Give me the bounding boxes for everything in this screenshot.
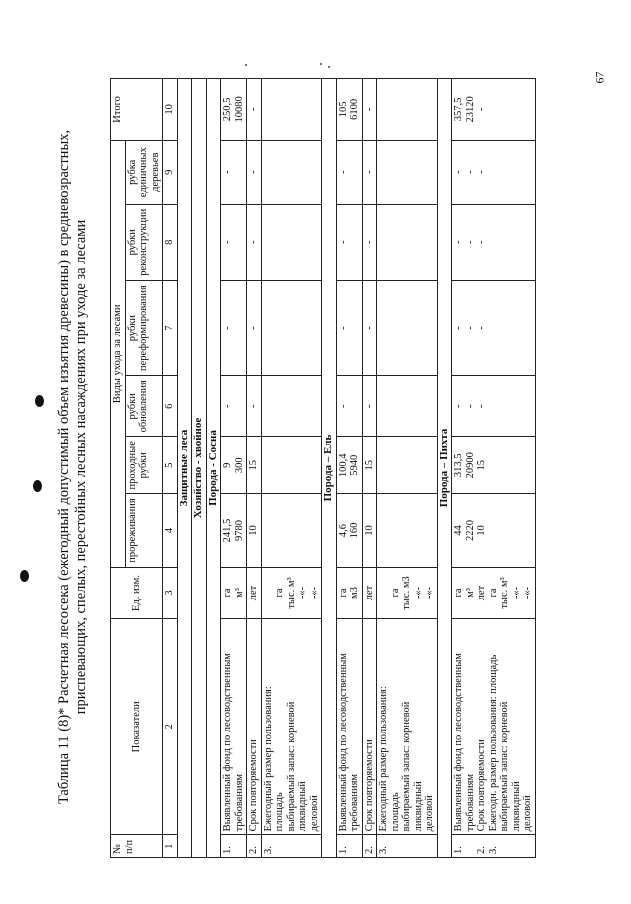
cell-n: 2. xyxy=(362,835,377,858)
column-number: 4 xyxy=(163,494,178,568)
cell-c9: - xyxy=(336,140,362,204)
cell-c5: 15 xyxy=(247,437,262,494)
header-types: Виды ухода за лесами xyxy=(111,140,126,567)
header-total: Итого xyxy=(111,79,163,141)
cell-unit: га м³ лет га тыс. м³ -«- -«- xyxy=(452,567,536,618)
cell-name: Выявленный фонд по лесоводственным требованиям xyxy=(336,619,362,835)
cell-n: 3. xyxy=(377,835,438,858)
cell-unit: лет xyxy=(362,567,377,618)
header-single: рубка единичных деревьев xyxy=(125,140,163,204)
species-header: Порода - Сосна xyxy=(206,79,221,858)
cell-c7 xyxy=(377,280,438,375)
column-number: 8 xyxy=(163,204,178,280)
column-number: 10 xyxy=(163,79,178,141)
cell-c6: - xyxy=(247,376,262,437)
cell-c7: - xyxy=(362,280,377,375)
column-number: 1 xyxy=(163,835,178,858)
cell-c9: - - - xyxy=(452,140,536,204)
punch-hole-dot xyxy=(33,480,42,492)
cell-c8: - - - xyxy=(452,204,536,280)
section-farm: Хозяйство - хвойное xyxy=(192,79,207,858)
table-row xyxy=(377,79,438,858)
cell-c10: 357,5 23120 - xyxy=(452,79,536,141)
caption-line-1: Таблица 11 (8)* Расчетная лесосека (ежегодный допустимый объем изъятия древесины) в средневозрастных, xyxy=(56,129,72,805)
cell-c4: 4,6 160 xyxy=(336,494,362,568)
cell-c4: 10 xyxy=(362,494,377,568)
species-header: Порода – Ель xyxy=(322,79,337,858)
rotated-page xyxy=(52,62,572,872)
cell-c6: - xyxy=(362,376,377,437)
cell-c10: - xyxy=(247,79,262,141)
table-caption xyxy=(56,82,90,852)
table-row xyxy=(221,79,247,858)
cell-unit: га м3 xyxy=(336,567,362,618)
header-renewal: рубки обновления xyxy=(125,376,163,437)
cell-c4: 10 xyxy=(247,494,262,568)
table-row xyxy=(336,79,362,858)
cell-c6: - xyxy=(221,376,247,437)
cell-c9: - xyxy=(362,140,377,204)
cell-c7: - - - xyxy=(452,280,536,375)
cell-c8: - xyxy=(336,204,362,280)
species-header: Порода – Пихта xyxy=(437,79,452,858)
column-number: 2 xyxy=(163,619,178,835)
cell-n: 1. xyxy=(336,835,362,858)
cell-c8 xyxy=(261,204,322,280)
cell-c8: - xyxy=(247,204,262,280)
cell-name: Выявленный фонд по лесоводственным требованиям Срок повторяемости Ежегодн. размер пользования: площадь выбираемый запас: корневой ликвидный деловой xyxy=(452,619,536,835)
cell-c9 xyxy=(261,140,322,204)
cell-c8 xyxy=(377,204,438,280)
cell-c4: 44 2220 10 xyxy=(452,494,536,568)
cell-c9: - xyxy=(221,140,247,204)
table-row xyxy=(362,79,377,858)
cell-c10: - xyxy=(362,79,377,141)
cell-n: 1. xyxy=(221,835,247,858)
cell-n: 2. xyxy=(247,835,262,858)
cell-name: Ежегодный размер пользования: площадь выбираемый запас: корневой ликвидный деловой xyxy=(261,619,322,835)
cell-c10 xyxy=(261,79,322,141)
section-protective: Защитные леса xyxy=(177,79,192,858)
cell-c5: 100,4 5940 xyxy=(336,437,362,494)
punch-hole-dot xyxy=(35,395,44,407)
cell-c10: 105 6100 xyxy=(336,79,362,141)
cell-c5: 313,5 20900 15 xyxy=(452,437,536,494)
cell-c4 xyxy=(377,494,438,568)
cell-name: Срок повторяемости xyxy=(362,619,377,835)
table-row xyxy=(452,79,536,858)
cell-c5: 15 xyxy=(362,437,377,494)
cell-c5 xyxy=(261,437,322,494)
cell-c4 xyxy=(261,494,322,568)
cell-c8: - xyxy=(362,204,377,280)
header-reconstr: рубки реконструкции xyxy=(125,204,163,280)
column-numbers-row xyxy=(163,79,178,858)
cell-c10: 250,5 10080 xyxy=(221,79,247,141)
column-number: 5 xyxy=(163,437,178,494)
header-passage: проходные рубки xyxy=(125,437,163,494)
column-number: 6 xyxy=(163,376,178,437)
header-indicators: Показатели xyxy=(111,619,163,835)
column-number: 3 xyxy=(163,567,178,618)
table-row xyxy=(261,79,322,858)
cell-c5: 9 300 xyxy=(221,437,247,494)
header-unit: Ед. изм. xyxy=(111,567,163,618)
column-number: 7 xyxy=(163,280,178,375)
cell-c4: 241,5 9780 xyxy=(221,494,247,568)
cell-unit: лет xyxy=(247,567,262,618)
cell-c10 xyxy=(377,79,438,141)
table-row xyxy=(247,79,262,858)
cell-name: Срок повторяемости xyxy=(247,619,262,835)
cell-unit: га тыс. м3 -«- -«- xyxy=(377,567,438,618)
cell-unit: га м³ xyxy=(221,567,247,618)
cell-c6: - xyxy=(336,376,362,437)
cell-c7: - xyxy=(336,280,362,375)
cell-c6 xyxy=(261,376,322,437)
cell-c8: - xyxy=(221,204,247,280)
header-reform: рубки переформирования xyxy=(125,280,163,375)
cell-n: 1. 2. 3. xyxy=(452,835,536,858)
cell-c7: - xyxy=(247,280,262,375)
cell-c5 xyxy=(377,437,438,494)
cell-n: 3. xyxy=(261,835,322,858)
cell-name: Ежегодный размер пользования: площадь выбираемый запас: корневой ликвидный деловой xyxy=(377,619,438,835)
cell-c9: - xyxy=(247,140,262,204)
cell-c6 xyxy=(377,376,438,437)
cell-c7: - xyxy=(221,280,247,375)
caption-line-2: приспевающих, спелых, перестойных лесных насаждениях при уходе за лесами xyxy=(73,219,89,715)
page-number: 67 xyxy=(592,71,607,84)
table-body xyxy=(111,79,536,858)
felling-table xyxy=(110,78,536,858)
header-thinning: прореживания xyxy=(125,494,163,568)
cell-name: Выявленный фонд по лесоводственным требованиям xyxy=(221,619,247,835)
column-number: 9 xyxy=(163,140,178,204)
cell-unit: га тыс. м³ -«- -«- xyxy=(261,567,322,618)
punch-hole-dot xyxy=(20,570,29,582)
cell-c6: - - - xyxy=(452,376,536,437)
cell-c7 xyxy=(261,280,322,375)
cell-c9 xyxy=(377,140,438,204)
header-num: № п/п xyxy=(111,835,163,858)
page-content xyxy=(52,62,572,872)
